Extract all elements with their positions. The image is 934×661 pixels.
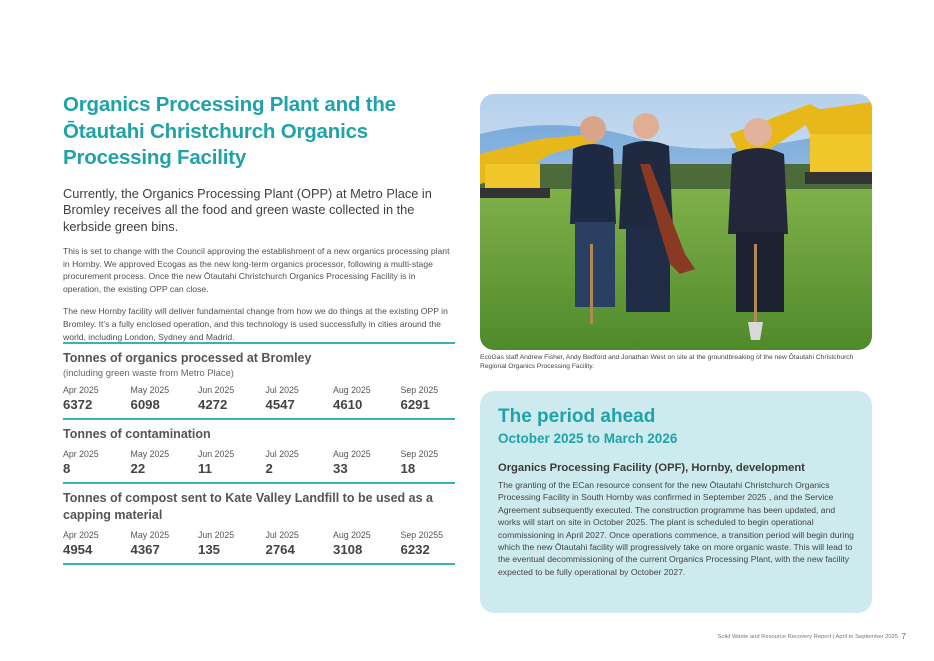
stat-cell: [131, 385, 199, 413]
divider: [63, 563, 455, 565]
photo-caption: EcoGas staff Andrew Fisher, Andy Bedford and Jonathan West on site at the groundbreaking of the new Ōtautahi Christchurch Regional Organics Processing Facility.: [480, 354, 854, 371]
footer-report-title: Solid Waste and Resource Recovery Report | April to September 2025: [717, 634, 898, 640]
month-label: Apr 2025: [63, 530, 99, 540]
stat-cell: [401, 385, 469, 413]
lead-paragraph: Currently, the Organics Processing Plant (OPP) at Metro Place in Bromley receives all the food and green waste collected in the kerbside green bins.: [63, 185, 432, 234]
body-paragraph-2: The new Hornby facility will deliver fundamental change from how we do things at the existing OPP in Bromley. It's a fully enclosed operation, and this technology is used successfully in cities around the world, including London, Sydney and Madrid.: [63, 306, 448, 342]
stat-title: Tonnes of contamination: [63, 427, 211, 441]
month-value: 18: [400, 461, 416, 476]
month-label: May 2025: [130, 530, 170, 540]
stat-cell: [198, 530, 266, 558]
title-line-3: Processing Facility: [63, 146, 247, 169]
month-label: Apr 2025: [63, 385, 99, 395]
stat-grid: [63, 530, 455, 558]
stat-cell: [63, 385, 131, 413]
stat-cell: [266, 385, 334, 413]
month-label: Jun 2025: [198, 530, 235, 540]
month-label: May 2025: [130, 385, 170, 395]
month-value: 2764: [265, 542, 295, 557]
month-label: Sep 2025: [400, 449, 439, 459]
body-paragraph-1: This is set to change with the Council approving the establishment of a new organics processing plant in Hornby. We approved Ecogas as the new long-term organics processor, following a multi-stage procurement process. Once the new Ōtautahi Christchurch Organics Processing Facility is in operation, the existing OPP can close.: [63, 246, 450, 294]
stat-grid: [63, 449, 455, 477]
month-label: Aug 2025: [333, 449, 371, 459]
month-value: 4272: [198, 397, 228, 412]
period-ahead-panel: [480, 391, 872, 613]
month-value: 6232: [400, 542, 430, 557]
stat-cell: [63, 530, 131, 558]
stat-cell: [333, 449, 401, 477]
month-label: Sep 20255: [400, 530, 444, 540]
month-value: 33: [333, 461, 348, 476]
stat-subtitle: (including green waste from Metro Place): [63, 367, 234, 378]
stat-cell: [266, 530, 334, 558]
month-value: 4367: [130, 542, 160, 557]
month-label: Jun 2025: [198, 449, 235, 459]
intro-column: [63, 92, 455, 343]
month-label: Jul 2025: [265, 449, 299, 459]
month-label: May 2025: [130, 449, 170, 459]
month-value: 11: [198, 461, 212, 476]
stat-cell: [333, 385, 401, 413]
groundbreaking-photo: [480, 94, 872, 350]
month-label: Jul 2025: [265, 530, 299, 540]
stat-cell: [63, 449, 131, 477]
month-label: Jul 2025: [265, 385, 299, 395]
title-line-1: Organics Processing Plant and the: [63, 93, 396, 116]
stat-title: Tonnes of organics processed at Bromley: [63, 351, 312, 365]
stat-cell: [333, 530, 401, 558]
month-label: Sep 2025: [400, 385, 439, 395]
page-title: [63, 92, 455, 172]
stat-cell: [266, 449, 334, 477]
month-value: 8: [63, 461, 71, 476]
month-value: 4954: [63, 542, 93, 557]
period-ahead-dates: October 2025 to March 2026: [498, 431, 678, 446]
month-value: 135: [198, 542, 221, 557]
month-label: Jun 2025: [198, 385, 235, 395]
stat-block-contamination: [63, 420, 455, 482]
month-value: 6291: [400, 397, 430, 412]
stat-cell: [401, 530, 469, 558]
stat-block-organics: [63, 344, 455, 418]
month-value: 6372: [63, 397, 93, 412]
stat-cell: [198, 449, 266, 477]
stat-cell: [401, 449, 469, 477]
stat-title: Tonnes of compost sent to Kate Valley Landfill to be used as a capping material: [63, 491, 433, 522]
month-label: Aug 2025: [333, 530, 371, 540]
page-number: 7: [901, 632, 906, 641]
stat-cell: [198, 385, 266, 413]
month-value: 22: [130, 461, 146, 476]
month-value: 2: [265, 461, 273, 476]
opf-body: The granting of the ECan resource consent for the new Ōtautahi Christchurch Organics Processing Facility in South Hornby was confirmed in September 2025 , and the Service Agreement subsequently executed. The construction programme has been updated, and works will start on site in October 2025. The plant is scheduled to begin operational commissioning in April 2027. Once operations commence, a transition period will begin during which the new Ōtautahi facility will progressively take on more organic waste. This will lead to the eventual decommissioning of the current Organics Processing Plant, with the new facility expected to be fully operational by October 2027.: [498, 480, 854, 577]
stat-grid: [63, 385, 455, 413]
stat-cell: [131, 449, 199, 477]
month-label: Apr 2025: [63, 449, 99, 459]
month-value: 4547: [265, 397, 295, 412]
month-value: 6098: [130, 397, 160, 412]
opf-heading: Organics Processing Facility (OPF), Hornby, development: [498, 462, 805, 474]
month-label: Aug 2025: [333, 385, 371, 395]
month-value: 4610: [333, 397, 363, 412]
stat-block-compost: [63, 484, 455, 563]
statistics-section: [63, 342, 455, 565]
photo-illustration: [480, 94, 872, 350]
month-value: 3108: [333, 542, 363, 557]
stat-cell: [131, 530, 199, 558]
title-line-2: Ōtautahi Christchurch Organics: [63, 119, 368, 143]
period-ahead-title: The period ahead: [498, 406, 656, 427]
